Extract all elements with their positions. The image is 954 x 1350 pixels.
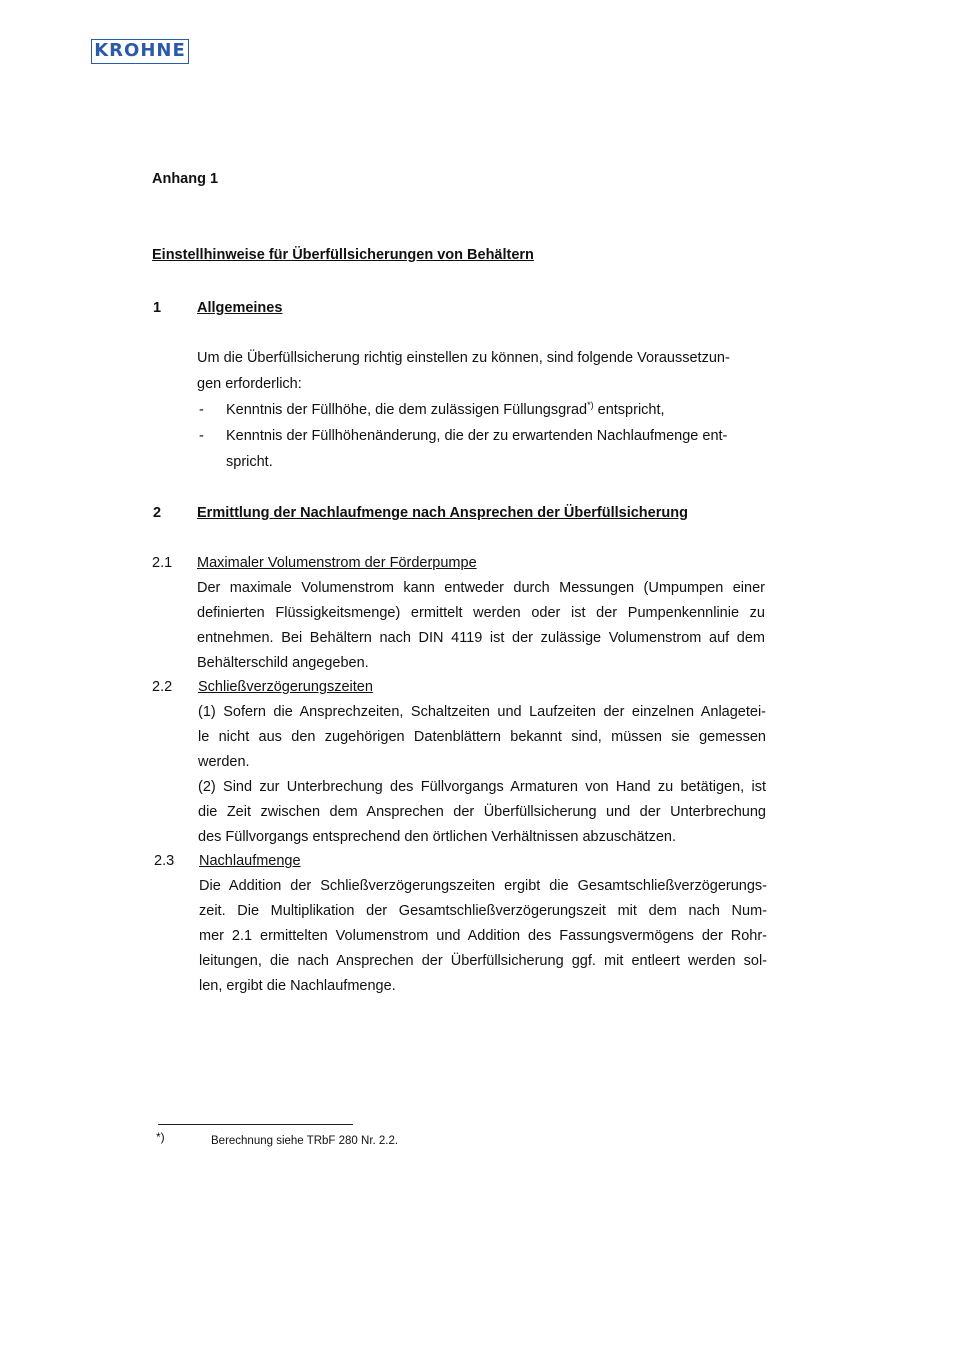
- section-2-2-number: 2.2: [152, 679, 173, 695]
- section-2-3-line: len, ergibt die Nachlaufmenge.: [199, 978, 396, 994]
- section-2-1-line: Der maximale Volumenstrom kann entweder durch Messungen (Umpumpen einer: [197, 580, 765, 596]
- section-2-heading: Ermittlung der Nachlaufmenge nach Ansprechen der Überfüllsicherung: [197, 505, 688, 521]
- section-1-heading: Allgemeines: [197, 300, 283, 316]
- section-1-intro-line-2: gen erforderlich:: [197, 376, 302, 392]
- section-2-1-number: 2.1: [152, 555, 173, 571]
- annex-label: Anhang 1: [152, 171, 219, 187]
- document-title: Einstellhinweise für Überfüllsicherungen von Behältern: [152, 247, 534, 263]
- section-2-3-line: mer 2.1 ermittelten Volumenstrom und Addition des Fassungsvermögens der Rohr-: [199, 928, 767, 944]
- section-2-3-line: leitungen, die nach Ansprechen der Überfüllsicherung ggf. mit entleert werden sol-: [199, 953, 767, 969]
- section-2-1-line: definierten Flüssigkeitsmenge) ermittelt werden oder ist der Pumpenkennlinie zu: [197, 605, 765, 621]
- section-2-3-line: zeit. Die Multiplikation der Gesamtschließverzögerungszeit mit dem nach Num-: [199, 903, 767, 919]
- section-2-3-body: [199, 874, 767, 999]
- bullet-1-dash: -: [199, 402, 204, 418]
- bullet-1-before: Kenntnis der Füllhöhe, die dem zulässigen Füllungsgrad: [226, 402, 588, 418]
- section-2-3-heading: Nachlaufmenge: [199, 853, 301, 869]
- bullet-1-text: [226, 398, 665, 423]
- section-2-2-line: (1) Sofern die Ansprechzeiten, Schaltzeiten und Laufzeiten der einzelnen Anlagetei-: [198, 704, 766, 720]
- footnote-divider: [158, 1124, 353, 1125]
- bullet-1-after: entspricht,: [593, 402, 665, 418]
- section-2-3-line: Die Addition der Schließverzögerungszeiten ergibt die Gesamtschließverzögerungs-: [199, 878, 767, 894]
- krohne-logo: KROHNE: [91, 39, 189, 64]
- bullet-2-line-2: spricht.: [226, 454, 273, 470]
- section-2-2-heading: Schließverzögerungszeiten: [198, 679, 373, 695]
- section-2-1-heading: Maximaler Volumenstrom der Förderpumpe: [197, 555, 477, 571]
- footnote-reference: *): [587, 400, 594, 411]
- section-2-1-line: entnehmen. Bei Behältern nach DIN 4119 ist der zulässige Volumenstrom auf dem: [197, 630, 765, 646]
- section-2-number: 2: [153, 505, 162, 521]
- section-1-number: 1: [153, 300, 162, 316]
- section-2-2-line: le nicht aus den zugehörigen Datenblättern bekannt sind, müssen sie gemessen: [198, 729, 766, 745]
- section-2-2-line: des Füllvorgangs entsprechend den örtlichen Verhältnissen abzuschätzen.: [198, 829, 676, 845]
- section-2-1-line: Behälterschild angegeben.: [197, 655, 369, 671]
- section-2-2-line: werden.: [198, 754, 250, 770]
- section-2-3-number: 2.3: [154, 853, 175, 869]
- section-2-2-line: (2) Sind zur Unterbrechung des Füllvorgangs Armaturen von Hand zu betätigen, ist: [198, 779, 766, 795]
- bullet-2-dash: -: [199, 428, 204, 444]
- section-2-2-body: [198, 700, 766, 850]
- footnote-text: Berechnung siehe TRbF 280 Nr. 2.2.: [211, 1135, 399, 1147]
- section-1-intro-line-1: Um die Überfüllsicherung richtig einstellen zu können, sind folgende Voraussetzun-: [197, 350, 730, 366]
- footnote-mark: *): [156, 1130, 165, 1144]
- section-2-2-line: die Zeit zwischen dem Ansprechen der Überfüllsicherung und der Unterbrechung: [198, 804, 766, 820]
- section-2-1-body: [197, 576, 765, 676]
- bullet-2-line-1: Kenntnis der Füllhöhenänderung, die der zu erwartenden Nachlaufmenge ent-: [226, 428, 728, 444]
